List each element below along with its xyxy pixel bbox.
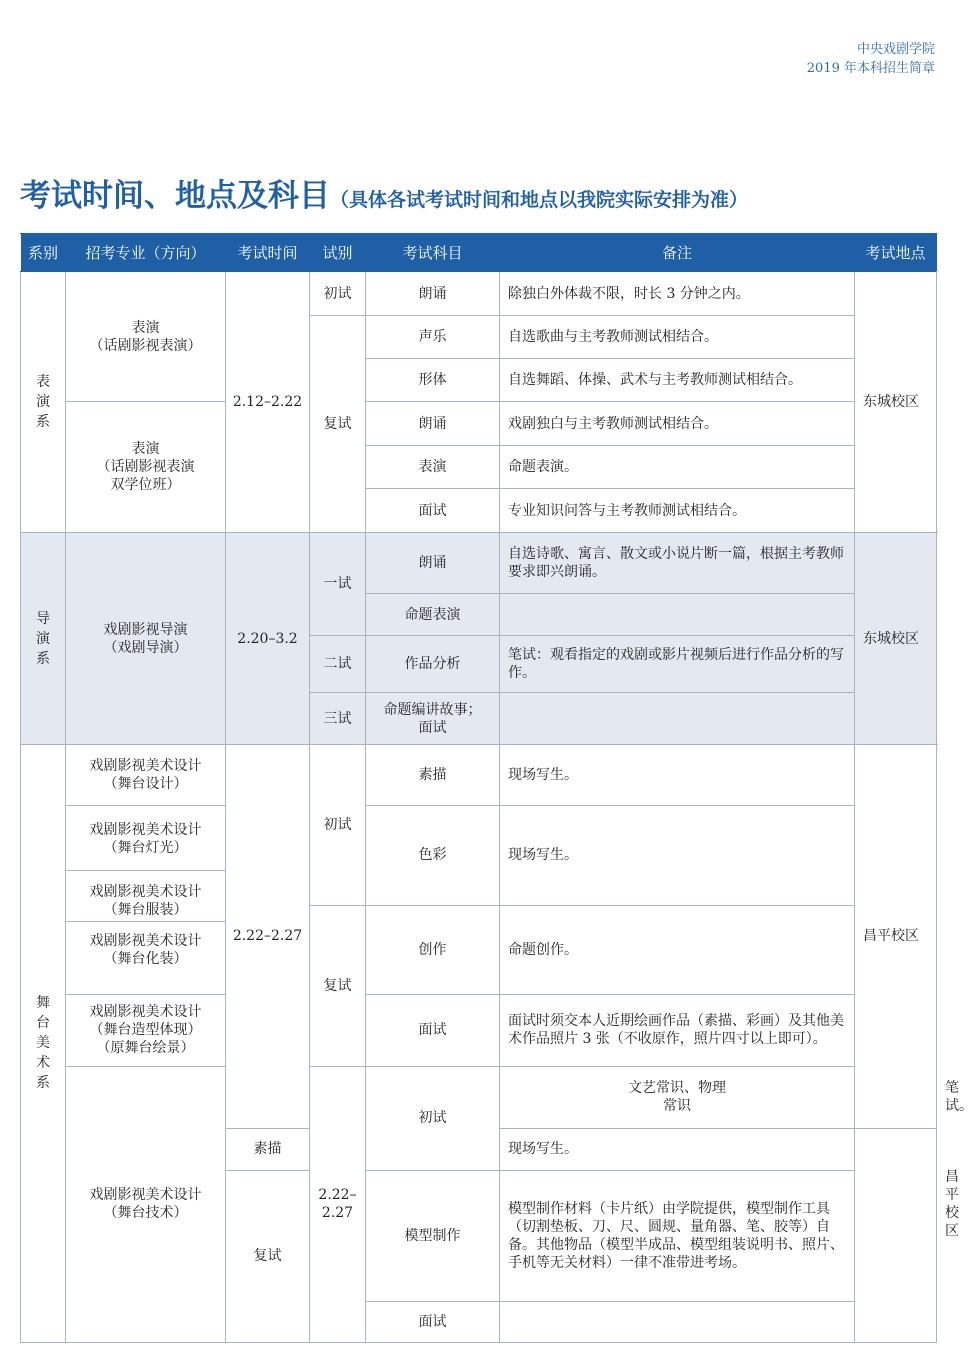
exam-schedule-table <box>20 233 973 1343</box>
round-cell: 初试 <box>310 272 366 316</box>
time-cell: 2.22–2.27 <box>226 745 310 1129</box>
col-note: 备注 <box>500 234 855 272</box>
note-cell: 自选舞蹈、体操、武术与主考教师测试相结合。 <box>500 359 855 402</box>
location-cell: 东城校区 <box>855 272 937 533</box>
subject-cell: 形体 <box>366 359 500 402</box>
note-cell: 专业知识问答与主考教师测试相结合。 <box>500 489 855 533</box>
dept-label: 导演系 <box>36 610 50 667</box>
subject-cell: 面试 <box>366 489 500 533</box>
page-title <box>20 170 748 215</box>
section-biaoyan <box>21 272 937 533</box>
table-row <box>21 533 937 594</box>
subject-cell: 创作 <box>366 905 500 994</box>
major-cell: 戏剧影视美术设计 （舞台技术） <box>66 1066 226 1342</box>
table-row: 戏剧影视美术设计 （舞台技术） 2.22–2.27 初试 文艺常识、物理 常识 笔试。 昌平校区 <box>21 1066 937 1128</box>
round-cell: 初试 <box>366 1066 500 1170</box>
note-cell: 命题创作。 <box>500 905 855 994</box>
note-cell: 面试时须交本人近期绘画作品（素描、彩画）及其他美术作品照片 3 张（不收原作，照片四寸以上即可）。 <box>500 994 855 1066</box>
time-cell: 2.12–2.22 <box>226 272 310 533</box>
note-cell: 现场写生。 <box>500 745 855 806</box>
subject-cell: 素描 <box>226 1128 310 1170</box>
note-cell: 命题表演。 <box>500 446 855 489</box>
subject-cell: 声乐 <box>366 316 500 359</box>
header-school: 中央戏剧学院 <box>856 42 935 57</box>
time-cell: 2.22–2.27 <box>310 1066 366 1342</box>
subject-cell: 表演 <box>366 446 500 489</box>
subject-cell: 面试 <box>366 994 500 1066</box>
location-cell: 东城校区 <box>855 533 937 745</box>
subject-cell: 作品分析 <box>366 636 500 693</box>
note-cell <box>500 693 855 745</box>
dept-label: 舞台美术系 <box>36 995 50 1092</box>
table-row <box>21 272 937 316</box>
subject-cell: 朗诵 <box>366 272 500 316</box>
major-cell: 戏剧影视美术设计 （舞台造型体现） （原舞台绘景） <box>66 994 226 1066</box>
col-round: 试别 <box>310 234 366 272</box>
table-row <box>21 905 937 994</box>
location-cell: 昌平校区 <box>855 745 937 1129</box>
round-cell: 一试 <box>310 533 366 636</box>
major-cell: 戏剧影视美术设计 （舞台化装） <box>66 921 225 977</box>
section-daoyan <box>21 533 937 745</box>
title-main: 考试时间、地点及科目 <box>20 178 330 214</box>
subject-cell: 文艺常识、物理 常识 <box>500 1066 855 1128</box>
note-cell: 现场写生。 <box>500 1128 855 1170</box>
round-cell: 复试 <box>310 905 366 1066</box>
page-header <box>807 40 935 78</box>
table-header-row <box>21 234 937 272</box>
major-cell: 表演 （话剧影视表演） <box>66 272 226 402</box>
subject-cell: 朗诵 <box>366 402 500 446</box>
table-row <box>21 745 937 806</box>
header-brochure: 2019 年本科招生简章 <box>806 61 935 76</box>
note-cell: 现场写生。 <box>500 806 855 906</box>
section-wutai <box>21 745 973 1343</box>
subject-cell: 素描 <box>366 745 500 806</box>
subject-cell: 命题表演 <box>366 594 500 636</box>
major-cell: 戏剧影视美术设计 （舞台服装） <box>89 884 202 919</box>
note-cell: 笔试：观看指定的戏剧或影片视频后进行作品分析的写作。 <box>500 636 855 693</box>
major-cell: 戏剧影视美术设计 （舞台设计） <box>66 745 226 806</box>
major-cell: 表演 （话剧影视表演 双学位班） <box>66 402 226 533</box>
col-location: 考试地点 <box>855 234 937 272</box>
note-cell: 戏剧独白与主考教师测试相结合。 <box>500 402 855 446</box>
col-major: 招考专业（方向） <box>66 234 226 272</box>
note-cell: 自选诗歌、寓言、散文或小说片断一篇，根据主考教师要求即兴朗诵。 <box>500 533 855 594</box>
round-cell: 三试 <box>310 693 366 745</box>
table-row <box>21 402 937 446</box>
subject-cell: 面试 <box>366 1301 500 1342</box>
round-cell: 二试 <box>310 636 366 693</box>
major-cell: 戏剧影视导演 （戏剧导演） <box>66 533 226 745</box>
col-dept: 系别 <box>21 234 66 272</box>
time-cell: 2.20–3.2 <box>226 533 310 745</box>
round-cell: 复试 <box>310 316 366 533</box>
col-subject: 考试科目 <box>366 234 500 272</box>
dept-label: 表演系 <box>36 374 50 430</box>
major-cell: 戏剧影视美术设计 （舞台灯光） <box>66 808 225 871</box>
subject-cell: 朗诵 <box>366 533 500 594</box>
subject-cell: 色彩 <box>366 806 500 906</box>
subject-cell: 模型制作 <box>366 1170 500 1301</box>
table-row <box>21 994 937 1066</box>
col-time: 考试时间 <box>226 234 310 272</box>
major-cell <box>66 884 226 994</box>
round-cell: 复试 <box>226 1170 310 1342</box>
note-cell: 自选歌曲与主考教师测试相结合。 <box>500 316 855 359</box>
note-cell <box>500 1301 855 1342</box>
note-cell <box>500 594 855 636</box>
subject-cell: 命题编讲故事； 面试 <box>366 693 500 745</box>
title-sub: （具体各试考试时间和地点以我院实际安排为准） <box>330 189 749 211</box>
note-cell: 除独白外体裁不限，时长 3 分钟之内。 <box>500 272 855 316</box>
note-cell: 模型制作材料（卡片纸）由学院提供，模型制作工具（切割垫板、刀、尺、圆规、量角器、笔、胶等）自备。其他物品（模型半成品、模型组装说明书、照片、手机等无关材料）一律不准带进考场。 <box>500 1170 855 1301</box>
round-cell: 初试 <box>310 745 366 906</box>
